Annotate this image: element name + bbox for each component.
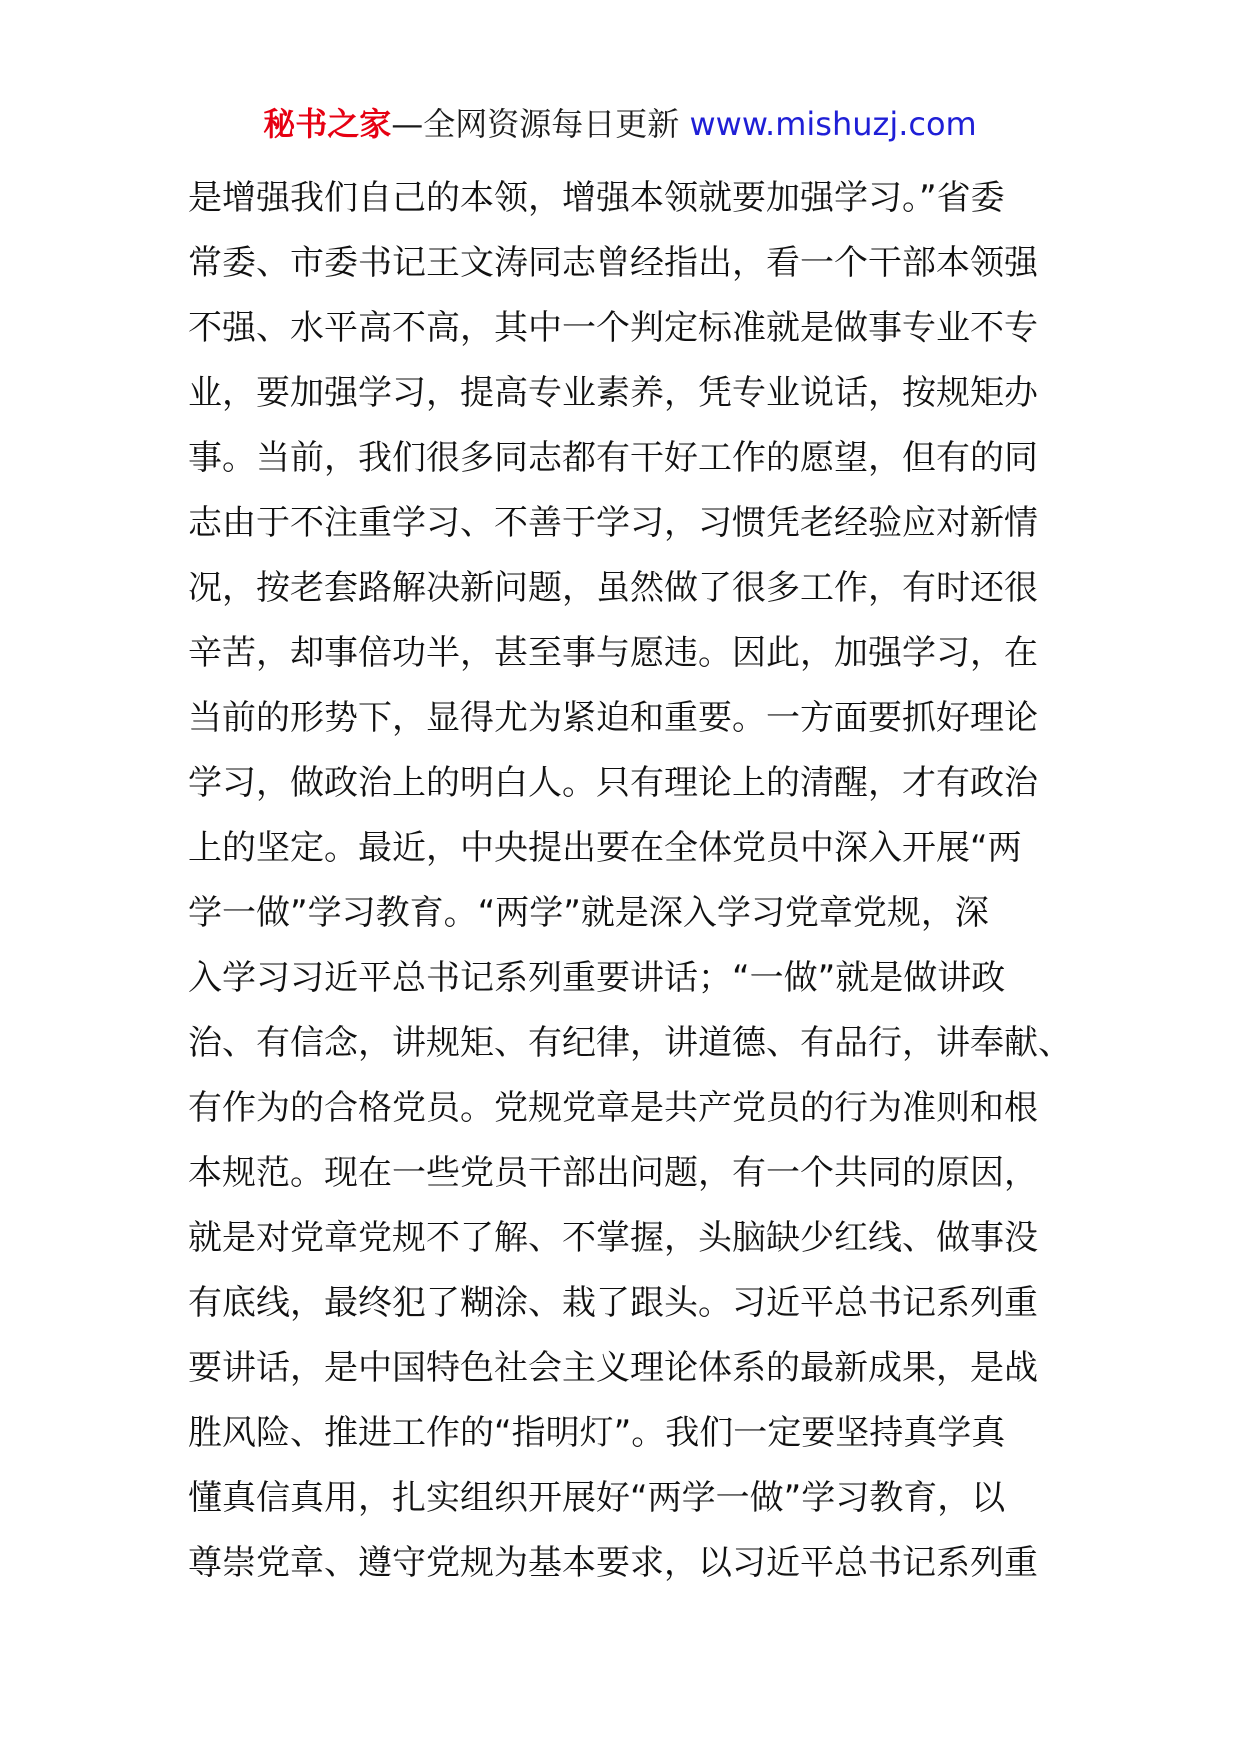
text-line: 当前的形势下，显得尤为紧迫和重要。一方面要抓好理论	[188, 698, 1038, 738]
text-line: 是增强我们自己的本领，增强本领就要加强学习。”省委	[188, 178, 1005, 218]
text-line: 不强、水平高不高，其中一个判定标准就是做事专业不专	[188, 308, 1038, 348]
text-line: 有作为的合格党员。党规党章是共产党员的行为准则和根	[188, 1088, 1038, 1128]
text-line: 业，要加强学习，提高专业素养，凭专业说话，按规矩办	[188, 373, 1038, 413]
text-line: 懂真信真用，扎实组织开展好“两学一做”学习教育，以	[188, 1478, 1006, 1518]
text-line: 治、有信念，讲规矩、有纪律，讲道德、有品行，讲奉献、	[188, 1023, 1072, 1063]
page-header	[0, 100, 1240, 148]
text-line: 学一做”学习教育。“两学”就是深入学习党章党规，深	[188, 893, 989, 933]
brand-name: 秘书之家	[263, 105, 392, 143]
text-line: 常委、市委书记王文涛同志曾经指出，看一个干部本领强	[188, 243, 1038, 283]
text-line: 入学习习近平总书记系列重要讲话；“一做”就是做讲政	[188, 958, 1006, 998]
text-line: 辛苦，却事倍功半，甚至事与愿违。因此，加强学习，在	[188, 633, 1038, 673]
text-line: 学习，做政治上的明白人。只有理论上的清醒，才有政治	[188, 763, 1038, 803]
text-line: 志由于不注重学习、不善于学习，习惯凭老经验应对新情	[188, 503, 1038, 543]
text-line: 本规范。现在一些党员干部出问题，有一个共同的原因，	[188, 1153, 1038, 1193]
text-line: 尊崇党章、遵守党规为基本要求，以习近平总书记系列重	[188, 1543, 1038, 1583]
header-slogan: —全网资源每日更新	[391, 105, 690, 143]
text-line: 就是对党章党规不了解、不掌握，头脑缺少红线、做事没	[188, 1218, 1038, 1258]
site-url-link[interactable]: www.mishuzj.com	[689, 105, 977, 143]
text-line: 事。当前，我们很多同志都有干好工作的愿望，但有的同	[188, 438, 1038, 478]
text-line: 况，按老套路解决新问题，虽然做了很多工作，有时还很	[188, 568, 1038, 608]
text-line: 有底线，最终犯了糊涂、栽了跟头。习近平总书记系列重	[188, 1283, 1038, 1323]
text-line: 要讲话，是中国特色社会主义理论体系的最新成果，是战	[188, 1348, 1038, 1388]
text-line: 上的坚定。最近，中央提出要在全体党员中深入开展“两	[188, 828, 1022, 868]
text-line: 胜风险、推进工作的“指明灯”。我们一定要坚持真学真	[188, 1413, 1006, 1453]
body-text	[188, 166, 1072, 1596]
